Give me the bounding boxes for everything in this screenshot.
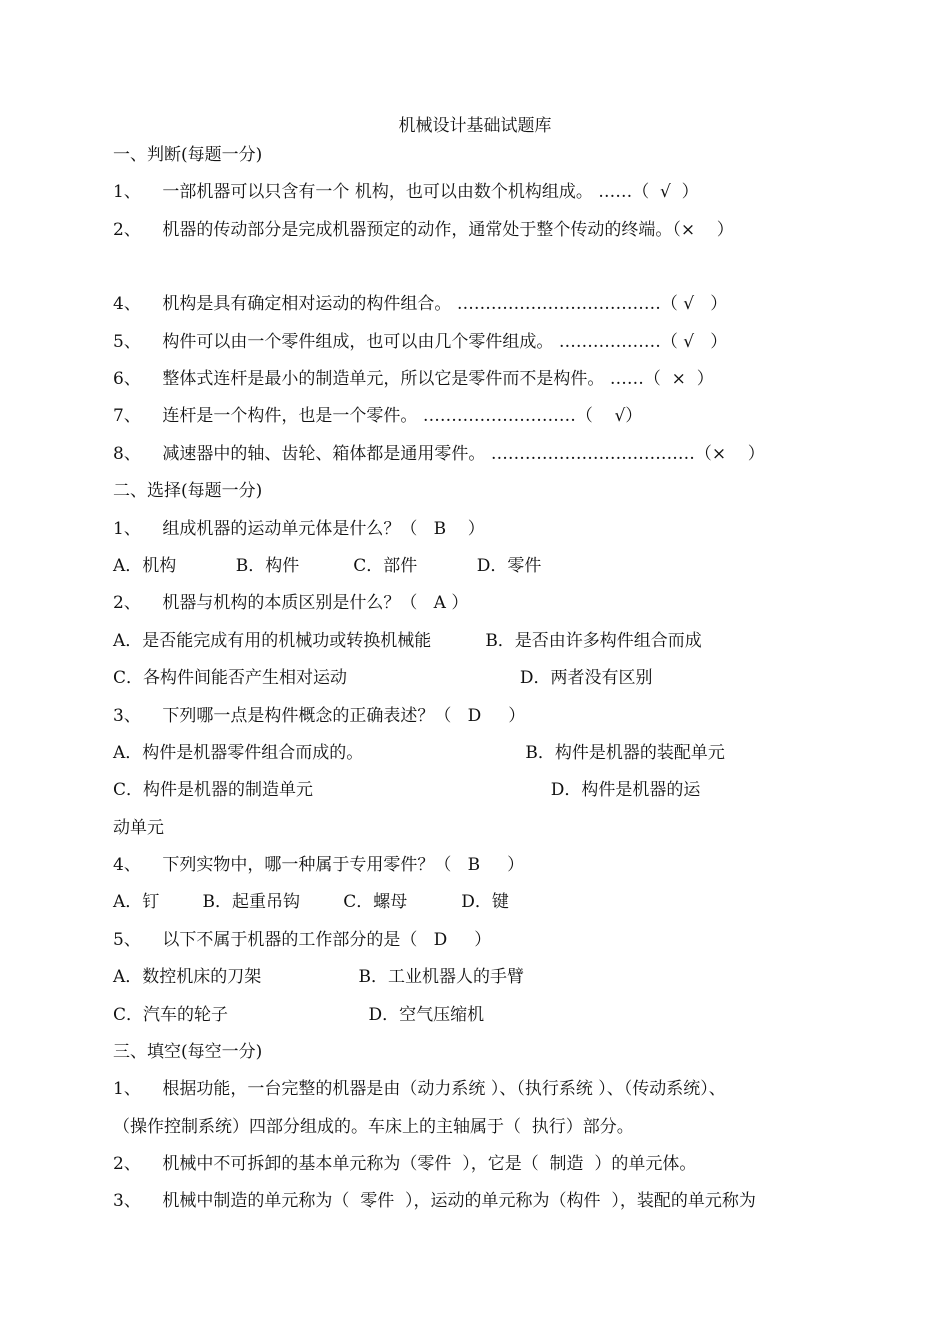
judge-item: 5、 构件可以由一个零件组成，也可以由几个零件组成。 ………………（ √ ） xyxy=(113,332,728,352)
choice-line: A．是否能完成有用的机械功或转换机械能 B．是否由许多构件组合而成 xyxy=(113,631,702,651)
fill-line: 3、 机械中制造的单元称为（ 零件 ），运动的单元称为（构件 ），装配的单元称为 xyxy=(113,1191,756,1211)
choice-line: C．各构件间能否产生相对运动 D．两者没有区别 xyxy=(113,668,653,688)
choice-line: A．数控机床的刀架 B．工业机器人的手臂 xyxy=(113,967,525,987)
choice-line: A．钉 B．起重吊钩 C．螺母 D．键 xyxy=(113,892,509,912)
choice-line: A．机构 B．构件 C．部件 D．零件 xyxy=(113,556,542,576)
choice-line: 动单元 xyxy=(113,818,164,838)
choice-line: 1、 组成机器的运动单元体是什么？（ B ） xyxy=(113,519,485,539)
choice-line: 3、 下列哪一点是构件概念的正确表述？（ D ） xyxy=(113,706,526,726)
choice-line: A．构件是机器零件组合而成的。 B．构件是机器的装配单元 xyxy=(113,743,725,763)
choice-line: 5、 以下不属于机器的工作部分的是（ D ） xyxy=(113,930,492,950)
section-heading-fill: 三、填空(每空一分) xyxy=(113,1042,263,1062)
choice-line: 4、 下列实物中，哪一种属于专用零件？（ B ） xyxy=(113,855,525,875)
fill-line: 2、 机械中不可拆卸的基本单元称为（零件 ），它是（ 制造 ）的单元体。 xyxy=(113,1154,697,1174)
choice-line: C．构件是机器的制造单元 D．构件是机器的运 xyxy=(113,780,701,800)
judge-item: 2、 机器的传动部分是完成机器预定的动作，通常处于整个传动的终端。（× ） xyxy=(113,220,734,240)
judge-item: 4、 机构是具有确定相对运动的构件组合。 ………………………………（ √ ） xyxy=(113,294,728,314)
judge-item: 7、 连杆是一个构件，也是一个零件。 ………………………（ √） xyxy=(113,406,643,426)
section-heading-judge: 一、判断(每题一分) xyxy=(113,145,263,165)
choice-line: C．汽车的轮子 D．空气压缩机 xyxy=(113,1005,485,1025)
section-heading-choice: 二、选择(每题一分) xyxy=(113,481,263,501)
page-title: 机械设计基础试题库 xyxy=(398,116,552,136)
fill-line: （操作控制系统）四部分组成的。车床上的主轴属于（ 执行）部分。 xyxy=(113,1117,634,1137)
judge-item: 8、 减速器中的轴、齿轮、箱体都是通用零件。 ………………………………（× ） xyxy=(113,444,765,464)
judge-item: 1、 一部机器可以只含有一个 机构，也可以由数个机构组成。 ……（ √ ） xyxy=(113,182,699,202)
judge-item: 6、 整体式连杆是最小的制造单元，所以它是零件而不是构件。 ……（ × ） xyxy=(113,369,714,389)
fill-line: 1、 根据功能，一台完整的机器是由（动力系统 ）、（执行系统 ）、（传动系统）、 xyxy=(113,1079,726,1099)
choice-line: 2、 机器与机构的本质区别是什么？（ A ） xyxy=(113,593,469,613)
